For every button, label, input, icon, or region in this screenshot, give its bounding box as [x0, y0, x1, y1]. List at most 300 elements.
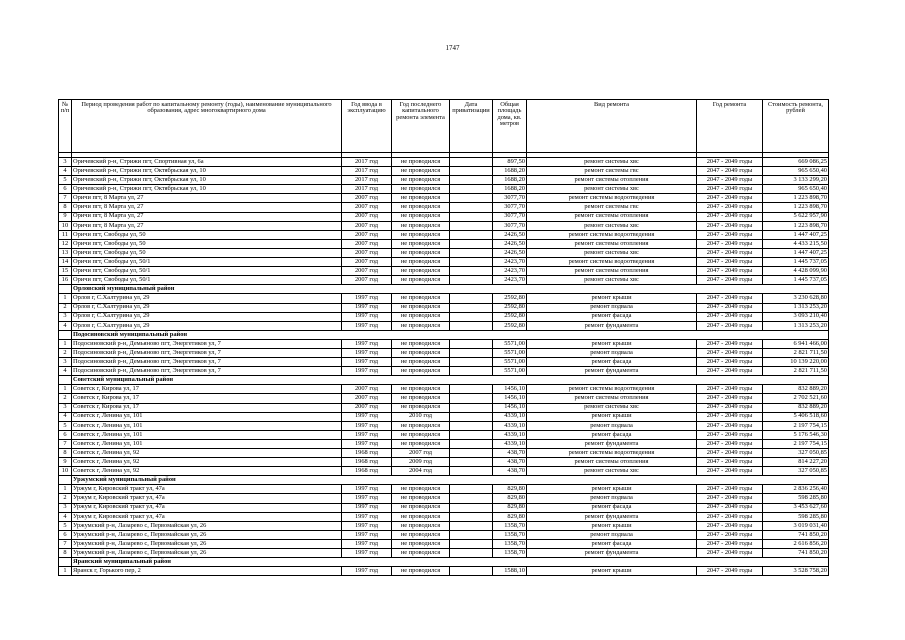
row-repair-year: 2047 - 2049 годы — [697, 321, 763, 330]
row-built-year: 1997 год — [342, 358, 392, 367]
row-repair-year: 2047 - 2049 годы — [697, 176, 763, 185]
row-cost: 1 313 253,20 — [763, 321, 829, 330]
row-number: 7 — [59, 439, 72, 448]
row-address: Подосиновский р-н, Демьяново пгт, Энергетиков ул, 7 — [72, 339, 342, 348]
table-row — [59, 258, 829, 267]
row-privatization — [450, 512, 493, 521]
row-built-year: 2007 год — [342, 267, 392, 276]
row-number: 4 — [59, 412, 72, 421]
row-number: 6 — [59, 530, 72, 539]
row-last-repair: не проводился — [392, 267, 450, 276]
row-address: Советск г, Ленина ул, 101 — [72, 412, 342, 421]
row-area: 2592,80 — [493, 303, 527, 312]
row-last-repair: не проводился — [392, 312, 450, 321]
row-privatization — [450, 458, 493, 467]
row-last-repair: не проводился — [392, 385, 450, 394]
row-last-repair: не проводился — [392, 421, 450, 430]
row-address: Советск г, Ленина ул, 92 — [72, 449, 342, 458]
row-built-year: 1997 год — [342, 367, 392, 376]
row-area: 1688,20 — [493, 167, 527, 176]
row-number: 10 — [59, 221, 72, 230]
row-area: 1688,20 — [493, 185, 527, 194]
row-repair-year: 2047 - 2049 годы — [697, 230, 763, 239]
table-row — [59, 539, 829, 548]
row-repair-year: 2047 - 2049 годы — [697, 430, 763, 439]
row-privatization — [450, 367, 493, 376]
row-area: 4339,10 — [493, 412, 527, 421]
row-cost: 3 230 628,80 — [763, 294, 829, 303]
row-built-year: 1997 год — [342, 348, 392, 357]
row-number: 4 — [59, 512, 72, 521]
row-privatization — [450, 212, 493, 221]
row-address: Уржумский р-н, Лазарево с, Первомайская ул, 26 — [72, 521, 342, 530]
table-row — [59, 512, 829, 521]
row-repair-year: 2047 - 2049 годы — [697, 394, 763, 403]
row-area: 3077,70 — [493, 203, 527, 212]
row-cost: 5 406 518,60 — [763, 412, 829, 421]
table-row — [59, 503, 829, 512]
row-repair-kind: ремонт системы отопления — [527, 176, 697, 185]
row-number: 1 — [59, 339, 72, 348]
row-privatization — [450, 467, 493, 476]
row-built-year: 1997 год — [342, 494, 392, 503]
row-cost: 3 019 031,40 — [763, 521, 829, 530]
row-built-year: 2007 год — [342, 276, 392, 285]
row-repair-year: 2047 - 2049 годы — [697, 530, 763, 539]
row-last-repair: не проводился — [392, 348, 450, 357]
row-last-repair: не проводился — [392, 258, 450, 267]
row-last-repair: не проводился — [392, 321, 450, 330]
row-number: 7 — [59, 539, 72, 548]
row-privatization — [450, 348, 493, 357]
table-row — [59, 203, 829, 212]
row-area: 4339,10 — [493, 439, 527, 448]
row-cost: 741 850,20 — [763, 549, 829, 558]
row-cost: 2 197 754,15 — [763, 439, 829, 448]
row-last-repair: не проводился — [392, 512, 450, 521]
row-last-repair: 2009 год — [392, 458, 450, 467]
table-row — [59, 321, 829, 330]
row-number: 2 — [59, 494, 72, 503]
row-number: 5 — [59, 421, 72, 430]
row-number: 16 — [59, 276, 72, 285]
row-last-repair: не проводился — [392, 430, 450, 439]
row-number: 1 — [59, 485, 72, 494]
row-privatization — [450, 430, 493, 439]
row-repair-year: 2047 - 2049 годы — [697, 494, 763, 503]
table-row — [59, 239, 829, 248]
row-privatization — [450, 258, 493, 267]
row-address: Уржумский р-н, Лазарево с, Первомайская ул, 26 — [72, 530, 342, 539]
row-built-year: 2007 год — [342, 194, 392, 203]
row-privatization — [450, 439, 493, 448]
row-address: Советск г, Кирова ул, 17 — [72, 394, 342, 403]
row-number: 11 — [59, 230, 72, 239]
table-row — [59, 358, 829, 367]
row-last-repair: не проводился — [392, 203, 450, 212]
table-row — [59, 530, 829, 539]
table-row — [59, 449, 829, 458]
row-repair-year: 2047 - 2049 годы — [697, 158, 763, 167]
table-row — [59, 421, 829, 430]
row-repair-kind: ремонт системы хвс — [527, 158, 697, 167]
row-cost: 3 133 299,20 — [763, 176, 829, 185]
row-area: 2426,50 — [493, 248, 527, 257]
row-built-year: 1997 год — [342, 303, 392, 312]
table-row — [59, 248, 829, 257]
row-number: 6 — [59, 430, 72, 439]
row-repair-kind: ремонт фундамента — [527, 367, 697, 376]
row-cost: 1 223 898,70 — [763, 221, 829, 230]
row-built-year: 2007 год — [342, 258, 392, 267]
row-cost: 2 821 711,50 — [763, 348, 829, 357]
row-number: 8 — [59, 449, 72, 458]
row-address: Оричи пгт, 8 Марта ул, 27 — [72, 194, 342, 203]
row-privatization — [450, 267, 493, 276]
table-row — [59, 176, 829, 185]
section-row — [59, 376, 829, 385]
section-number-cell — [59, 376, 72, 385]
row-repair-year: 2047 - 2049 годы — [697, 221, 763, 230]
table-row — [59, 312, 829, 321]
row-repair-year: 2047 - 2049 годы — [697, 549, 763, 558]
row-area: 1358,70 — [493, 539, 527, 548]
row-repair-kind: ремонт подвала — [527, 303, 697, 312]
row-address: Уржум г, Кировский тракт ул, 47а — [72, 512, 342, 521]
row-repair-kind: ремонт фундамента — [527, 549, 697, 558]
row-repair-kind: ремонт системы водоотведения — [527, 385, 697, 394]
row-address: Орлов г, С.Халтурина ул, 29 — [72, 312, 342, 321]
row-repair-kind: ремонт подвала — [527, 421, 697, 430]
row-last-repair: не проводился — [392, 185, 450, 194]
row-cost: 814 227,20 — [763, 458, 829, 467]
row-built-year: 2007 год — [342, 203, 392, 212]
row-address: Подосиновский р-н, Демьяново пгт, Энергетиков ул, 7 — [72, 348, 342, 357]
row-built-year: 1997 год — [342, 521, 392, 530]
row-repair-kind: ремонт системы хвс — [527, 248, 697, 257]
row-area: 5571,00 — [493, 367, 527, 376]
row-address: Оричи пгт, Свободы ул, 50/1 — [72, 276, 342, 285]
row-number: 9 — [59, 212, 72, 221]
row-repair-kind: ремонт системы хвс — [527, 276, 697, 285]
row-repair-kind: ремонт системы водоотведения — [527, 230, 697, 239]
row-number: 15 — [59, 267, 72, 276]
section-title: Советский муниципальный район — [72, 376, 829, 385]
row-repair-year: 2047 - 2049 годы — [697, 567, 763, 576]
row-address: Яранск г, Горького пер, 2 — [72, 567, 342, 576]
row-cost: 965 650,40 — [763, 185, 829, 194]
row-built-year: 2007 год — [342, 394, 392, 403]
row-address: Уржум г, Кировский тракт ул, 47а — [72, 503, 342, 512]
row-built-year: 1997 год — [342, 485, 392, 494]
row-built-year: 1997 год — [342, 321, 392, 330]
row-repair-kind: ремонт фундамента — [527, 321, 697, 330]
row-repair-year: 2047 - 2049 годы — [697, 385, 763, 394]
row-last-repair: не проводился — [392, 158, 450, 167]
section-number-cell — [59, 330, 72, 339]
row-repair-kind: ремонт фасада — [527, 539, 697, 548]
row-repair-kind: ремонт системы хвс — [527, 467, 697, 476]
row-address: Уржум г, Кировский тракт ул, 47а — [72, 494, 342, 503]
row-repair-year: 2047 - 2049 годы — [697, 449, 763, 458]
row-cost: 2 197 754,15 — [763, 421, 829, 430]
row-number: 1 — [59, 294, 72, 303]
table-row — [59, 458, 829, 467]
table-row — [59, 439, 829, 448]
row-privatization — [450, 494, 493, 503]
row-number: 4 — [59, 367, 72, 376]
row-repair-kind: ремонт фундамента — [527, 439, 697, 448]
row-area: 2592,80 — [493, 312, 527, 321]
row-repair-year: 2047 - 2049 годы — [697, 467, 763, 476]
row-area: 829,80 — [493, 485, 527, 494]
row-privatization — [450, 530, 493, 539]
row-privatization — [450, 276, 493, 285]
row-area: 1358,70 — [493, 530, 527, 539]
row-privatization — [450, 176, 493, 185]
row-built-year: 1968 год — [342, 458, 392, 467]
row-last-repair: не проводился — [392, 485, 450, 494]
row-last-repair: не проводился — [392, 239, 450, 248]
section-row — [59, 476, 829, 485]
row-built-year: 2007 год — [342, 212, 392, 221]
row-repair-kind: ремонт крыши — [527, 339, 697, 348]
row-cost: 3 528 758,20 — [763, 567, 829, 576]
row-cost: 669 086,25 — [763, 158, 829, 167]
col-header-area: Общая площадь дома, кв. метров — [493, 100, 527, 153]
table-row — [59, 276, 829, 285]
row-repair-kind: ремонт фасада — [527, 312, 697, 321]
row-address: Советск г, Ленина ул, 101 — [72, 430, 342, 439]
row-repair-kind: ремонт крыши — [527, 567, 697, 576]
row-privatization — [450, 294, 493, 303]
row-repair-year: 2047 - 2049 годы — [697, 212, 763, 221]
row-number: 12 — [59, 239, 72, 248]
row-built-year: 1968 год — [342, 467, 392, 476]
row-address: Советск г, Кирова ул, 17 — [72, 385, 342, 394]
row-built-year: 1997 год — [342, 539, 392, 548]
row-last-repair: не проводился — [392, 176, 450, 185]
row-area: 1358,70 — [493, 521, 527, 530]
row-number: 3 — [59, 158, 72, 167]
row-last-repair: не проводился — [392, 294, 450, 303]
row-cost: 598 285,80 — [763, 494, 829, 503]
row-repair-year: 2047 - 2049 годы — [697, 539, 763, 548]
row-privatization — [450, 203, 493, 212]
row-built-year: 1997 год — [342, 530, 392, 539]
row-last-repair: не проводился — [392, 394, 450, 403]
row-repair-kind: ремонт системы отопления — [527, 458, 697, 467]
row-address: Оричевский р-н, Стрижи пгт, Октябрьская ул, 10 — [72, 176, 342, 185]
section-row — [59, 558, 829, 567]
table-row — [59, 494, 829, 503]
row-built-year: 2007 год — [342, 385, 392, 394]
row-repair-year: 2047 - 2049 годы — [697, 358, 763, 367]
row-area: 5571,00 — [493, 358, 527, 367]
header-row — [59, 100, 829, 153]
row-repair-year: 2047 - 2049 годы — [697, 303, 763, 312]
row-last-repair: не проводился — [392, 167, 450, 176]
row-address: Оричи пгт, 8 Марта ул, 27 — [72, 212, 342, 221]
row-number: 13 — [59, 248, 72, 257]
page-number: 1747 — [445, 44, 460, 52]
row-cost: 1 313 253,20 — [763, 303, 829, 312]
row-address: Советск г, Ленина ул, 92 — [72, 467, 342, 476]
row-last-repair: не проводился — [392, 276, 450, 285]
row-repair-kind: ремонт подвала — [527, 494, 697, 503]
row-area: 3077,70 — [493, 212, 527, 221]
row-number: 5 — [59, 176, 72, 185]
table-row — [59, 194, 829, 203]
row-cost: 1 445 737,05 — [763, 276, 829, 285]
row-last-repair: не проводился — [392, 503, 450, 512]
row-last-repair: 2007 год — [392, 449, 450, 458]
row-repair-kind: ремонт подвала — [527, 348, 697, 357]
table-row — [59, 521, 829, 530]
row-repair-kind: ремонт фасада — [527, 358, 697, 367]
row-repair-kind: ремонт крыши — [527, 485, 697, 494]
row-privatization — [450, 221, 493, 230]
row-address: Орлов г, С.Халтурина ул, 29 — [72, 321, 342, 330]
row-cost: 965 650,40 — [763, 167, 829, 176]
row-privatization — [450, 312, 493, 321]
row-built-year: 1997 год — [342, 412, 392, 421]
table-row — [59, 303, 829, 312]
row-built-year: 1997 год — [342, 312, 392, 321]
row-privatization — [450, 449, 493, 458]
row-repair-kind: ремонт системы гвс — [527, 167, 697, 176]
col-header-repair-year: Год ремонта — [697, 100, 763, 153]
row-address: Орлов г, С.Халтурина ул, 29 — [72, 294, 342, 303]
row-cost: 3 093 210,40 — [763, 312, 829, 321]
row-repair-kind: ремонт системы водоотведения — [527, 194, 697, 203]
row-repair-year: 2047 - 2049 годы — [697, 403, 763, 412]
row-number: 1 — [59, 567, 72, 576]
row-last-repair: не проводился — [392, 403, 450, 412]
row-privatization — [450, 521, 493, 530]
row-number: 2 — [59, 394, 72, 403]
row-repair-kind: ремонт системы водоотведения — [527, 449, 697, 458]
row-repair-year: 2047 - 2049 годы — [697, 412, 763, 421]
row-number: 8 — [59, 549, 72, 558]
row-last-repair: не проводился — [392, 494, 450, 503]
row-area: 438,70 — [493, 467, 527, 476]
row-repair-kind: ремонт фундамента — [527, 512, 697, 521]
row-privatization — [450, 385, 493, 394]
row-cost: 1 447 407,25 — [763, 248, 829, 257]
row-number: 7 — [59, 194, 72, 203]
row-cost: 2 836 256,40 — [763, 485, 829, 494]
row-area: 3077,70 — [493, 194, 527, 203]
row-last-repair: не проводился — [392, 521, 450, 530]
row-repair-kind: ремонт системы отопления — [527, 239, 697, 248]
row-cost: 1 223 898,70 — [763, 194, 829, 203]
row-area: 5571,00 — [493, 348, 527, 357]
row-repair-year: 2047 - 2049 годы — [697, 421, 763, 430]
row-address: Советск г, Кирова ул, 17 — [72, 403, 342, 412]
row-repair-kind: ремонт системы водоотведения — [527, 258, 697, 267]
row-area: 438,70 — [493, 449, 527, 458]
row-last-repair: 2010 год — [392, 412, 450, 421]
section-title: Орловский муниципальный район — [72, 285, 829, 294]
row-last-repair: не проводился — [392, 194, 450, 203]
row-repair-year: 2047 - 2049 годы — [697, 503, 763, 512]
row-last-repair: не проводился — [392, 303, 450, 312]
row-built-year: 1997 год — [342, 294, 392, 303]
row-repair-kind: ремонт крыши — [527, 294, 697, 303]
row-built-year: 2007 год — [342, 239, 392, 248]
table-row — [59, 267, 829, 276]
row-built-year: 1997 год — [342, 512, 392, 521]
table-row — [59, 567, 829, 576]
col-header-privatization: Дата приватизации — [450, 100, 493, 153]
row-area: 2426,50 — [493, 239, 527, 248]
row-number: 1 — [59, 385, 72, 394]
row-cost: 327 050,85 — [763, 449, 829, 458]
row-built-year: 2017 год — [342, 185, 392, 194]
row-last-repair: не проводился — [392, 530, 450, 539]
row-built-year: 2007 год — [342, 221, 392, 230]
table-row — [59, 294, 829, 303]
row-address: Оричи пгт, 8 Марта ул, 27 — [72, 203, 342, 212]
row-repair-kind: ремонт системы хвс — [527, 221, 697, 230]
row-repair-kind: ремонт системы отопления — [527, 267, 697, 276]
row-area: 2426,50 — [493, 230, 527, 239]
row-last-repair: не проводился — [392, 539, 450, 548]
row-area: 2592,80 — [493, 294, 527, 303]
row-privatization — [450, 167, 493, 176]
row-last-repair: не проводился — [392, 549, 450, 558]
row-address: Подосиновский р-н, Демьяново пгт, Энергетиков ул, 7 — [72, 367, 342, 376]
table-row — [59, 430, 829, 439]
row-cost: 6 941 466,00 — [763, 339, 829, 348]
col-header-address: Период проведения работ по капитальному ремонту (годы), наименование муниципального образования, адрес многоквартирного дома — [72, 100, 342, 153]
table-row — [59, 339, 829, 348]
section-row — [59, 285, 829, 294]
row-number: 6 — [59, 185, 72, 194]
row-cost: 832 889,20 — [763, 403, 829, 412]
table-row — [59, 385, 829, 394]
row-repair-kind: ремонт системы хвс — [527, 403, 697, 412]
row-address: Оричи пгт, Свободы ул, 50/1 — [72, 267, 342, 276]
row-cost: 327 050,85 — [763, 467, 829, 476]
table-body — [59, 158, 829, 576]
row-number: 14 — [59, 258, 72, 267]
row-repair-year: 2047 - 2049 годы — [697, 248, 763, 257]
section-title: Уржумский муниципальный район — [72, 476, 829, 485]
row-privatization — [450, 539, 493, 548]
row-last-repair: не проводился — [392, 230, 450, 239]
row-privatization — [450, 185, 493, 194]
row-area: 2592,80 — [493, 321, 527, 330]
row-cost: 832 889,20 — [763, 385, 829, 394]
row-last-repair: не проводился — [392, 439, 450, 448]
row-last-repair: не проводился — [392, 358, 450, 367]
row-last-repair: не проводился — [392, 248, 450, 257]
section-number-cell — [59, 285, 72, 294]
row-area: 829,80 — [493, 494, 527, 503]
section-row — [59, 330, 829, 339]
row-built-year: 2017 год — [342, 167, 392, 176]
row-repair-year: 2047 - 2049 годы — [697, 339, 763, 348]
row-built-year: 2017 год — [342, 176, 392, 185]
row-repair-year: 2047 - 2049 годы — [697, 312, 763, 321]
row-area: 4339,10 — [493, 430, 527, 439]
row-privatization — [450, 239, 493, 248]
row-number: 3 — [59, 403, 72, 412]
row-privatization — [450, 421, 493, 430]
row-repair-year: 2047 - 2049 годы — [697, 485, 763, 494]
